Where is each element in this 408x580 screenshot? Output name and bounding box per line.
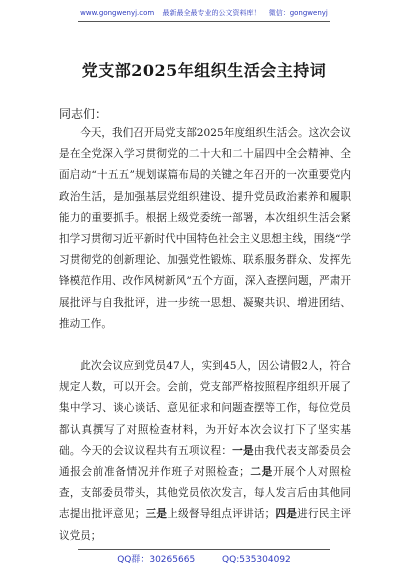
salutation: 同志们： [59, 107, 108, 121]
agenda-item-4-label: 四是 [275, 508, 298, 521]
qq-contact: QQ:535304092 [222, 555, 291, 565]
document-title: 党支部2025年组织生活会主持词 [81, 61, 327, 80]
agenda-item-2-label: 二是 [249, 466, 273, 479]
footer-divider [78, 549, 330, 550]
page-footer [0, 552, 408, 564]
agenda-item-1-text: 由我代表支部委员会通报会前准备情况并作班子对照检查； [59, 444, 352, 479]
site-slogan: 最新最全最专业的公文资料库！ [162, 9, 261, 17]
body-paragraph-2 [59, 356, 351, 547]
wechat-id: 微信：gongwenyj [268, 9, 328, 17]
agenda-item-1-label: 一是 [232, 444, 254, 457]
body-paragraph-1: 今天，我们召开局党支部2025年度组织生活会。这次会议是在全党深入学习贯彻党的二十大和二十届四中全会精神、全面启动“十五五”规划谋篇布局的关键之年召开的一次重要党内政治生活，是加强基层党组织建设、提升党员政治素养和履职能力的重要抓手。根据上级党委统一部署，本次组织生活会紧扣学习贯彻习近平新时代中国特色社会主义思想主线，围绕“学习贯彻党的创新理论、加强党性锻炼、联系服务群众、发挥先锋模范作用、改作风树新风”五个方面，深入查摆问题，严肃开展批评与自我批评，进一步统一思想、凝聚共识、增进团结、推动工作。 [59, 127, 351, 330]
page-header [0, 8, 408, 20]
paragraph-2-intro: 此次会议应到党员47人，实到45人，因公请假2人，符合规定人数，可以开会。会前，党支部严格按照程序组织开展了集中学习、谈心谈话、意见征求和问题查摆等工作，每位党员都认真撰写了对照检查材料，为开好本次会议打下了坚实基础。今天的会议议程共有五项议程： [59, 360, 351, 457]
agenda-item-3-label: 三是 [145, 508, 168, 521]
header-divider [78, 21, 330, 22]
site-url: www.gongwenyj.com [80, 9, 155, 17]
agenda-item-2-text: 开展个人对照检查，支部委员带头，其他党员依次发言，每人发言后由其他同志提出批评意见； [59, 466, 352, 521]
agenda-item-4-text: 进行民主评议党员； [59, 508, 352, 542]
qq-group: QQ群：30265665 [117, 555, 196, 565]
agenda-item-3-text: 上级督导组点评讲话； [167, 508, 276, 521]
